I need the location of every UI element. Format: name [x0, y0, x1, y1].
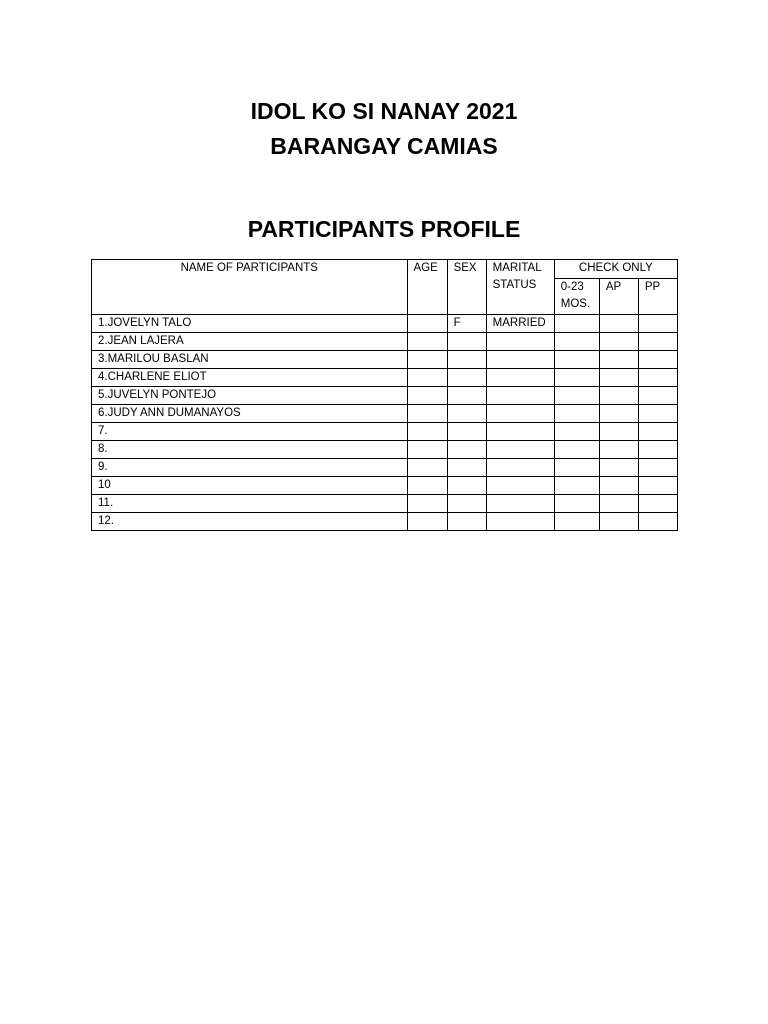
cell-marital-status	[486, 459, 554, 477]
cell-marital-status: MARRIED	[486, 315, 554, 333]
cell-name: 12.	[92, 513, 408, 531]
cell-ap	[599, 315, 638, 333]
cell-age	[407, 351, 447, 369]
cell-age	[407, 387, 447, 405]
table-header-row	[92, 260, 678, 279]
cell-marital-status	[486, 405, 554, 423]
cell-marital-status	[486, 387, 554, 405]
cell-name: 4.CHARLENE ELIOT	[92, 369, 408, 387]
cell-months	[554, 441, 599, 459]
cell-months	[554, 387, 599, 405]
cell-ap	[599, 513, 638, 531]
cell-months	[554, 423, 599, 441]
cell-age	[407, 315, 447, 333]
cell-sex	[447, 441, 486, 459]
cell-marital-status	[486, 513, 554, 531]
cell-sex	[447, 405, 486, 423]
table-row	[92, 315, 678, 333]
cell-ap	[599, 495, 638, 513]
column-header-ap: AP	[599, 279, 638, 315]
event-title: IDOL KO SI NANAY 2021	[250, 98, 518, 124]
cell-sex	[447, 513, 486, 531]
cell-pp	[638, 351, 677, 369]
table-row	[92, 369, 678, 387]
cell-ap	[599, 387, 638, 405]
column-header-marital-status: MARITAL STATUS	[486, 260, 554, 315]
cell-pp	[638, 405, 677, 423]
cell-age	[407, 369, 447, 387]
cell-sex: F	[447, 315, 486, 333]
document-header	[0, 94, 768, 164]
table-body	[92, 315, 678, 531]
cell-marital-status	[486, 351, 554, 369]
cell-age	[407, 477, 447, 495]
cell-sex	[447, 459, 486, 477]
cell-age	[407, 513, 447, 531]
cell-months	[554, 405, 599, 423]
cell-sex	[447, 495, 486, 513]
table-row	[92, 477, 678, 495]
cell-name: 9.	[92, 459, 408, 477]
cell-marital-status	[486, 333, 554, 351]
cell-sex	[447, 387, 486, 405]
cell-marital-status	[486, 477, 554, 495]
cell-ap	[599, 423, 638, 441]
column-header-months: 0-23 MOS.	[554, 279, 599, 315]
cell-ap	[599, 351, 638, 369]
cell-sex	[447, 369, 486, 387]
cell-ap	[599, 441, 638, 459]
cell-months	[554, 495, 599, 513]
cell-name: 3.MARILOU BASLAN	[92, 351, 408, 369]
cell-sex	[447, 423, 486, 441]
cell-pp	[638, 423, 677, 441]
cell-marital-status	[486, 423, 554, 441]
cell-months	[554, 477, 599, 495]
column-header-age: AGE	[407, 260, 447, 315]
cell-age	[407, 495, 447, 513]
cell-age	[407, 441, 447, 459]
table-row	[92, 495, 678, 513]
cell-pp	[638, 477, 677, 495]
participants-table	[91, 259, 678, 531]
column-header-sex: SEX	[447, 260, 486, 315]
cell-age	[407, 405, 447, 423]
cell-marital-status	[486, 441, 554, 459]
cell-name: 8.	[92, 441, 408, 459]
cell-age	[407, 459, 447, 477]
table-row	[92, 405, 678, 423]
cell-name: 10	[92, 477, 408, 495]
cell-pp	[638, 369, 677, 387]
cell-name: 11.	[92, 495, 408, 513]
cell-sex	[447, 351, 486, 369]
cell-ap	[599, 477, 638, 495]
cell-ap	[599, 369, 638, 387]
cell-name: 2.JEAN LAJERA	[92, 333, 408, 351]
cell-months	[554, 513, 599, 531]
cell-pp	[638, 441, 677, 459]
cell-ap	[599, 459, 638, 477]
cell-name: 5.JUVELYN PONTEJO	[92, 387, 408, 405]
table-row	[92, 387, 678, 405]
cell-pp	[638, 513, 677, 531]
cell-ap	[599, 405, 638, 423]
cell-pp	[638, 495, 677, 513]
column-header-check-only: CHECK ONLY	[554, 260, 677, 279]
cell-marital-status	[486, 369, 554, 387]
cell-ap	[599, 333, 638, 351]
cell-pp	[638, 333, 677, 351]
cell-name: 7.	[92, 423, 408, 441]
cell-pp	[638, 459, 677, 477]
cell-pp	[638, 387, 677, 405]
cell-months	[554, 369, 599, 387]
cell-marital-status	[486, 495, 554, 513]
table-row	[92, 333, 678, 351]
cell-sex	[447, 477, 486, 495]
barangay-title: BARANGAY CAMIAS	[270, 133, 498, 159]
cell-age	[407, 333, 447, 351]
table-row	[92, 459, 678, 477]
cell-sex	[447, 333, 486, 351]
column-header-name: NAME OF PARTICIPANTS	[92, 260, 408, 315]
cell-pp	[638, 315, 677, 333]
cell-name: 1.JOVELYN TALO	[92, 315, 408, 333]
column-header-pp: PP	[638, 279, 677, 315]
table-row	[92, 351, 678, 369]
cell-months	[554, 351, 599, 369]
table-row	[92, 441, 678, 459]
cell-name: 6.JUDY ANN DUMANAYOS	[92, 405, 408, 423]
cell-months	[554, 459, 599, 477]
section-title: PARTICIPANTS PROFILE	[247, 216, 521, 242]
cell-months	[554, 315, 599, 333]
cell-age	[407, 423, 447, 441]
table-row	[92, 513, 678, 531]
cell-months	[554, 333, 599, 351]
table-row	[92, 423, 678, 441]
